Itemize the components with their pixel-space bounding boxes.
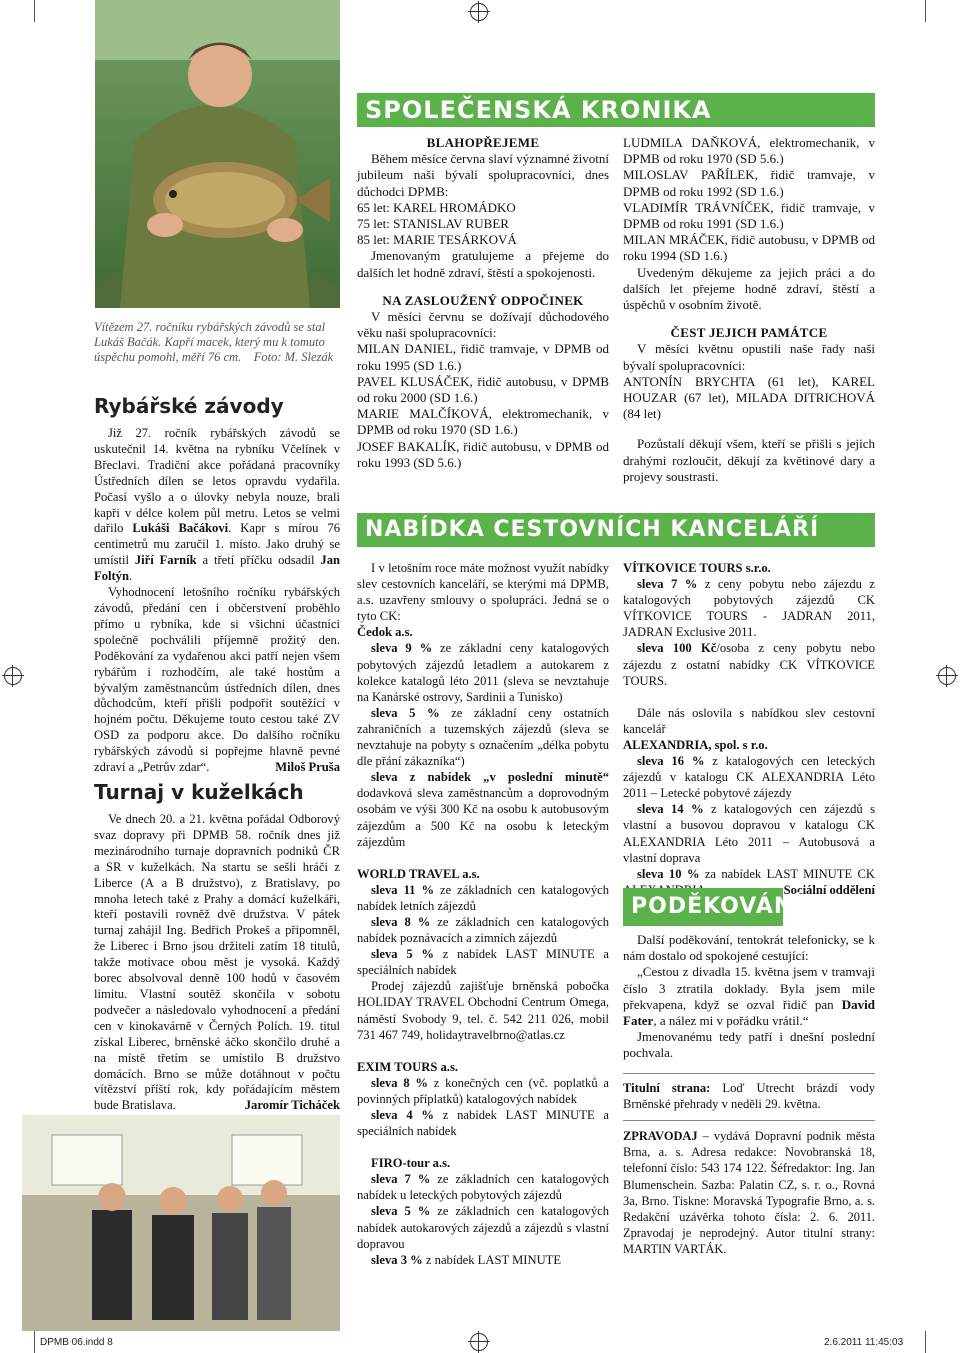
slug-date: 2.6.2011 11:45:03 bbox=[824, 1337, 904, 1348]
impressum: ZPRAVODAJ – vydává Dopravní podnik města Brna, a. s. Adresa redakce: Novobranská 18, telefonní číslo: 543 174 122. Šéfredaktor: Ing. Jan Blumenschein. Sazba: Palatin CZ, s. r. o., Rovná 3a, Brno. Tiskne: Moravská Typografie Brno, a. s. Redakční uzávěrka tohoto čísla: 2. 6. 2011. Zpravodaj je neprodejný. Autor titulní strany: MARTIN VARTÁK. bbox=[623, 1129, 875, 1257]
chronicle-col-1: BLAHOPŘEJEME Během měsíce června slaví významné životní jubileum naši bývalí spolupracovníci, dnes důchodci DPMB: 65 let: KAREL HROMÁDKO 75 let: STANISLAV RUBER 85 let: MARIE TESÁRKOVÁ Jmenovaným gratulujeme a přejeme do dalších let hodně zdraví, štěstí a spokojenosti. NA ZASLOUŽENÝ ODPOČINEK V měsíci červnu se dožívají důchodového věku naši spolupracovníci: MILAN DANIEL, řidič tramvaje, v DPMB od roku 1995 (SD 1.6.) PAVEL KLUSÁČEK, řidič autobusu, v DPMB od roku 2000 (SD 1.6.) MARIE MALČÍKOVÁ, elektromechanik, v DPMB od roku 1970 (SD 1.6.) JOSEF BAKALÍK, řidič autobusu, v DPMB od roku 1993 (SD 5.6.) bbox=[357, 135, 609, 470]
crop-mark bbox=[925, 1331, 926, 1353]
heading-memorial: ČEST JEJICH PAMÁTCE bbox=[670, 325, 828, 341]
section-banner-chronicle: SPOLEČENSKÁ KRONIKA bbox=[357, 93, 875, 127]
section-banner-travel: NABÍDKA CESTOVNÍCH KANCELÁŘÍ bbox=[357, 513, 875, 547]
divider bbox=[623, 1120, 875, 1121]
article-title-fishing: Rybářské závody bbox=[94, 394, 284, 418]
registration-mark-icon bbox=[470, 3, 488, 21]
heading-congrats: BLAHOPŘEJEME bbox=[426, 135, 540, 150]
bowling-team-photo bbox=[22, 1115, 340, 1331]
section-banner-thanks: PODĚKOVÁNÍ bbox=[623, 888, 783, 926]
registration-mark-icon bbox=[938, 667, 956, 685]
crop-mark bbox=[34, 1331, 35, 1353]
crop-mark bbox=[925, 0, 926, 22]
chronicle-col-2: LUDMILA DAŇKOVÁ, elektromechanik, v DPMB od roku 1970 (SD 5.6.) MILOSLAV PAŘÍLEK, řidič tramvaje, v DPMB od roku 1992 (SD 1.6.) VLADIMÍR TRÁVNÍČEK, řidič tramvaje, v DPMB od roku 1991 (SD 1.6.) MILAN MRÁČEK, řidič autobusu, v DPMB od roku 1994 (SD 1.6.) Uvedeným děkujeme za jejich práci a do dalších let přejeme hodně zdraví, štěstí a úspěchů v osobním životě. ČEST JEJICH PAMÁTCE V měsíci květnu opustili naše řady naši bývalí spolupracovníci: ANTONÍN BRYCHTA (61 let), KAREL HOUZAR (67 let), MILADA DITRICHOVÁ (84 let) Pozůstalí děkují všem, kteří se přišli s jejich drahými rozloučit, děkují za květinové dary a projevy soustrasti. bbox=[623, 135, 875, 484]
slug-file: DPMB 06.indd 8 bbox=[40, 1337, 113, 1348]
divider bbox=[623, 1073, 875, 1074]
travel-col-1: I v letošním roce máte možnost využít nabídky slev cestovních kanceláří, se kterými má DPMB, a.s. uzavřeny smlouvy o spolupráci. Jedná se o tyto CK: Čedok a.s. sleva 9 % ze základní ceny katalogových pobytových zájezdů letadlem a autokarem z kolekce katalogů léto 2011 (sleva se nevztahuje na Kanárské ostrovy, Sardinii a Tunisko) sleva 5 % ze základní ceny ostatních zahraničních a tuzemských zájezdů (sleva se nevztahuje na pobyty s označením „délka pobytu dle přání zákazníka“) sleva z nabídek „v poslední minutě“ dodavková sleva zaměstnancům a doprovodným osobám ve výši 300 Kč na osobu k autobusovým zájezdům a 500 Kč na osobu k leteckým zájezdům WORLD TRAVEL a.s. sleva 11 % ze základních cen katalogových nabídek letních zájezdů sleva 8 % ze základních cen katalogových nabídek poznávacích a zimních zájezdů sleva 5 % z nabídek LAST MINUTE a speciálních nabídek Prodej zájezdů zajišťuje brněnská pobočka HOLIDAY TRAVEL Obchodní Centrum Omega, náměstí Svobody 9, tel. č. 542 211 026, mobil 731 467 749, holidaytravelbrno@atlas.cz EXIM TOURS a.s. sleva 8 % z konečných cen (vč. poplatků a povinných příplatků) katalogových nabídek sleva 4 % z nabídek LAST MINUTE a speciálních nabídek FIRO-tour a.s. sleva 7 % ze základních cen katalogových nabídek u leteckých pobytových zájezdů sleva 5 % ze základních cen katalogových nabídek autokarových zájezdů a zájezdů s vlastní dopravou sleva 3 % z nabídek LAST MINUTE bbox=[357, 561, 610, 1267]
photo-caption: Vítězem 27. ročníku rybářských závodů se stal Lukáš Bačák. Kapří macek, který mu k tomuto úspěchu pomohl, měří 76 cm. Foto: M. Slezák bbox=[94, 320, 334, 364]
registration-mark-icon bbox=[4, 667, 22, 685]
article-title-bowling: Turnaj v kuželkách bbox=[94, 780, 304, 804]
thanks-text: Další poděkování, tentokrát telefonicky, se k nám dostalo od spokojené cestující: „Cestou z divadla 15. května jsem v tramvaji číslo 3 ztratila doklady. Byla jsem mile překvapena, když se ozval řidič pan David Fater, a nález mi v pořádku vrátil.“ Jmenovanému tedy patří i dnešní poslední pochvala. bbox=[623, 932, 875, 1061]
crop-mark bbox=[34, 0, 35, 22]
article-bowling: Ve dnech 20. a 21. května pořádal Odborový svaz dopravy při DPMB 58. ročník dnes již mezinárodního turnaje dopravních podniků ČR a SR v kuželkách. Na startu se sešli hráči z Liberce (A a B družstvo), z Bratislavy, po mnoha letech také z Prahy a domácí kuželkáři, kteří postavili rovněž dvě družstva. V pátek turnaj zahájil Ing. Bedřich Prokeš a připomněl, že Liberec i Brno jsou držiteli zatím 18 titulů, takže motivace obou měst je vysoká. Každý borec absolvoval denně 100 hodů v časovém limitu. Vlastní soutěž skončila v sobotu podvečer a následovalo vyhodnocení a předání cen v kinokavárně v Černých Polích. 19. titul získal Liberec, brněnské áčko skončilo druhé a na místě třetím se umístilo B družstvo domácích. Brno se může dotáhnout v počtu vítězství příští rok, kdy pořádajícím městem bude Bratislava. Jaromír Ticháček bbox=[94, 812, 340, 1113]
cover-note: Titulní strana: Loď Utrecht brázdí vody Brněnské přehrady v neděli 29. května. bbox=[623, 1081, 876, 1112]
article-fishing: Již 27. ročník rybářských závodů se uskutečnil 14. května na rybníku Včelínek v Břeclavi. Tradiční akce pořádaná pracovníky Ústředních dílen se letos opravdu vydařila. Počasí vyšlo a o úlovky nebyla nouze, brali kapři v délce kolem půl metru. Letos se velmi dařilo Lukáši Bačákovi. Kapr s mírou 76 centimetrů mu zaručil 1. místo. Jako druhý se umístil Jiří Farník a třetí příčku odsadil Jan Foltýn. Vyhodnocení letošního ročníku rybářských závodů, předání cen i občerstvení proběhlo přímo u rybníka, kde si všichni účastníci společně pochválili příjemně prožitý den. Poděkování za vydařenou akci patří nejen všem rybářům i rozhodčím, ale také hostům a bývalým zaměstnancům ústředních dílen, dnes důchodcům, kteří přišli podpořit soutěžící v hojném počtu. Děkujeme touto cestou také ZV OSD za podporu akce. Do dalšího ročníku rybářských závodů si popřejme hlavně pevné zdraví a „Petrův zdar“. Miloš Pruša bbox=[94, 426, 340, 775]
travel-col-2: VÍTKOVICE TOURS s.r.o. sleva 7 % z ceny pobytu nebo zájezdu z katalogových pobytových zájezdů CK VÍTKOVICE TOURS - JADRAN 2011, JADRAN Exclusive 2011. sleva 100 Kč/osoba z ceny pobytu nebo zájezdu z ostatní nabídky CK VÍTKOVICE TOURS. Dále nás oslovila s nabídkou slev cestovní kancelář ALEXANDRIA, spol. s r.o. sleva 16 % z katalogových cen leteckých zájezdů v katalogu CK ALEXANDRIA Léto 2011 – Letecké pobytové zájezdy sleva 14 % z katalogových cen zájezdů s vlastní a busovou dopravou v katalogu CK ALEXANDRIA Léto 2011 – Autobusová a vlastní doprava sleva 10 % za nabídek LAST MINUTE CK Sociální oddělení bbox=[623, 561, 875, 897]
heading-retirement: NA ZASLOUŽENÝ ODPOČINEK bbox=[382, 292, 584, 308]
fisherman-photo bbox=[95, 0, 340, 308]
registration-mark-icon bbox=[470, 1333, 488, 1351]
